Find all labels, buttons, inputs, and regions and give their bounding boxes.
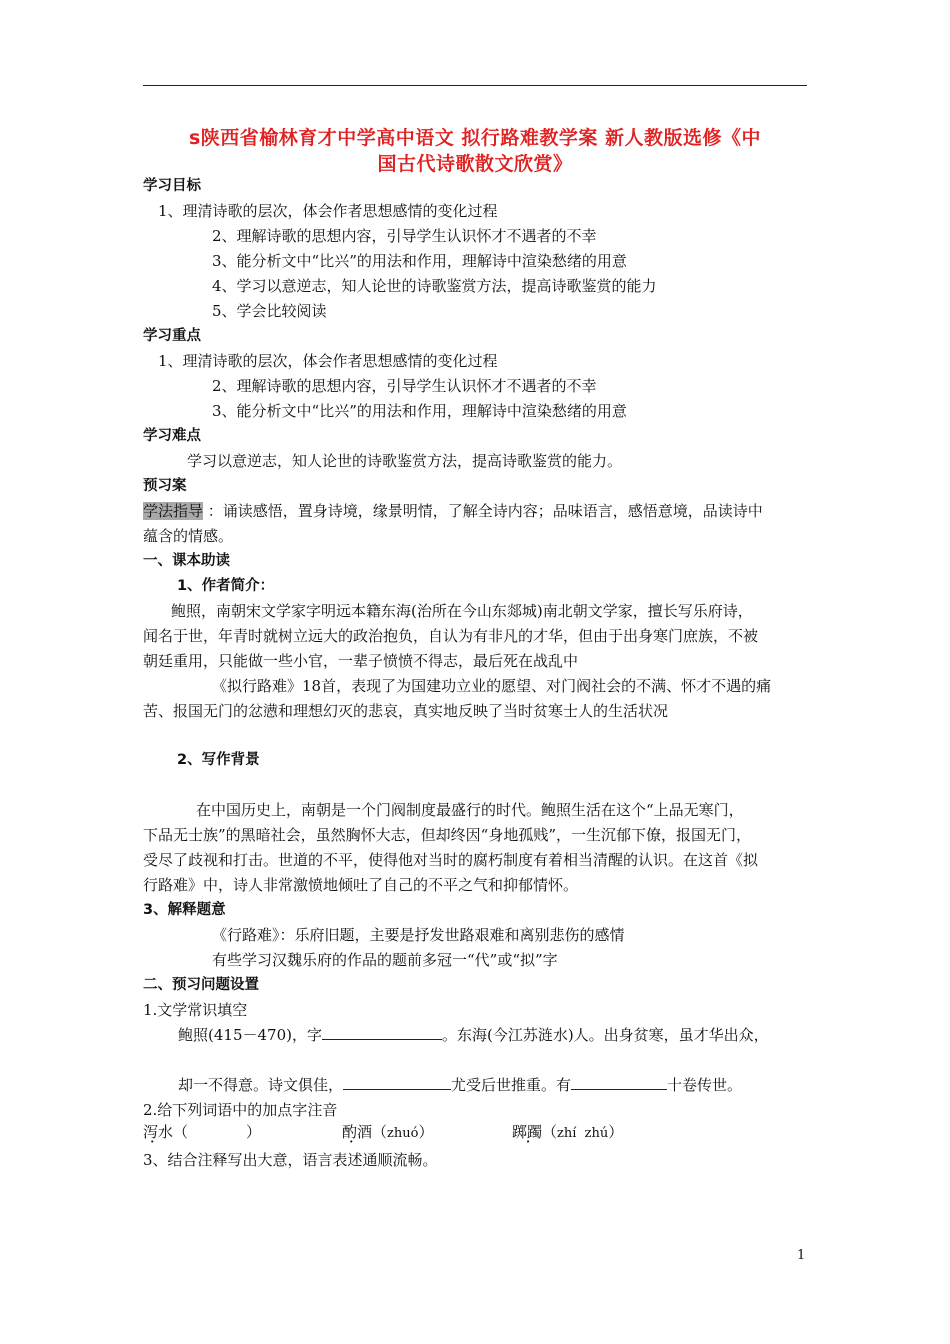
paren-open: （	[173, 1123, 189, 1141]
background-line: 下品无士族”的黑暗社会，虽然胸怀大志，但却终因“身地孤贱”，一生沉郁下僚，报国无门，	[143, 826, 752, 844]
answer-blank[interactable]	[571, 1075, 667, 1090]
goal-item: 3、能分析文中“比兴”的用法和作用，理解诗中渲染愁绪的用意	[212, 252, 627, 270]
goal-item: 4、学习以意逆志，知人论世的诗歌鉴赏方法，提高诗歌鉴赏的能力	[212, 277, 657, 295]
title-explain-line: 《行路难》：乐府旧题，主要是抒发世路艰难和离别悲伤的感情	[212, 926, 625, 944]
paren-open: （	[542, 1123, 558, 1141]
title-line-2: 国古代诗歌散文欣赏》	[377, 153, 573, 175]
background-line: 受尽了歧视和打击。世道的不平，使得他对当时的腐朽制度有着相当清醒的认识。在这首《拟	[143, 851, 759, 869]
question-3: 3、结合注释写出大意，语言表述通顺流畅。	[143, 1151, 438, 1169]
paren-close: ）	[246, 1123, 262, 1141]
focus-item: 2、理解诗歌的思想内容，引导学生认识怀才不遇者的不幸	[212, 377, 597, 395]
document-title	[140, 125, 810, 177]
difficulty-text: 学习以意逆志，知人论世的诗歌鉴赏方法，提高诗歌鉴赏的能力。	[187, 452, 623, 470]
pinyin-item	[342, 1122, 433, 1144]
background-line: 在中国历史上，南朝是一个门阀制度最盛行的时代。鲍照生活在这个“上品无寒门，	[196, 801, 744, 819]
method-label: 学法指导	[143, 502, 204, 520]
paren-open: （	[372, 1123, 388, 1141]
work-line: 《拟行路难》18首，表现了为国建功立业的愿望、对门阀社会的不满、怀才不遇的痛	[212, 677, 772, 695]
dotted-char: 泻	[143, 1123, 159, 1141]
q1-text-d: 尤受后世推重。有	[451, 1076, 572, 1094]
title-explain-heading: 3、解释题意	[143, 902, 226, 918]
pinyin-item	[512, 1122, 623, 1144]
method-text: ：诵读感悟，置身诗境，缘景明情，了解全诗内容；品味语言，感悟意境，品读诗中	[207, 502, 763, 520]
work-line: 苦、报国无门的忿懑和理想幻灭的悲哀，真实地反映了当时贫寒士人的生活状况	[143, 702, 669, 720]
author-line: 鲍照，南朝宋文学家字明远本籍东海(治所在今山东郯城)南北朝文学家，擅长写乐府诗，	[171, 602, 753, 620]
word-rest: 水	[158, 1123, 174, 1141]
title-line-1: s陕西省榆林育才中学高中语文 拟行路难教学案 新人教版选修《中	[188, 127, 762, 149]
paren-close: ）	[418, 1123, 434, 1141]
goals-heading: 学习目标	[143, 178, 201, 194]
q1-text-b: 。东海(今江苏涟水)人。出身贫寒，虽才华出众，	[441, 1026, 769, 1044]
difficulty-heading: 学习难点	[143, 428, 201, 444]
word-rest: 酒	[357, 1123, 373, 1141]
answer-blank[interactable]	[322, 1025, 442, 1040]
paren-close: ）	[608, 1123, 624, 1141]
pinyin-answer: zhuó	[387, 1126, 419, 1141]
header-rule	[143, 85, 807, 86]
author-line: 朝廷重用，只能做一些小官，一辈子愤愤不得志，最后死在战乱中	[143, 652, 579, 670]
goal-item: 1、理清诗歌的层次，体会作者思想感情的变化过程	[158, 202, 498, 220]
goal-item: 2、理解诗歌的思想内容，引导学生认识怀才不遇者的不幸	[212, 227, 597, 245]
title-explain-line: 有些学习汉魏乐府的作品的题前多冠一“代”或“拟”字	[212, 951, 558, 969]
dotted-char: 踯躅	[512, 1123, 543, 1141]
author-heading: 1、作者简介：	[177, 578, 275, 594]
author-line: 闻名于世，年青时就树立远大的政治抱负，自认为有非凡的才华，但由于出身寒门庶族，不被	[143, 627, 759, 645]
preview-heading: 预习案	[143, 478, 187, 494]
question-1: 1.文学常识填空	[143, 1001, 248, 1019]
method-line	[143, 501, 763, 521]
focus-heading: 学习重点	[143, 328, 201, 344]
question-1-line-2	[178, 1075, 742, 1095]
q1-text-a: 鲍照(415－470)，字	[178, 1026, 322, 1044]
section2-heading: 二、预习问题设置	[143, 977, 259, 993]
method-line-2: 蕴含的情感。	[143, 527, 234, 545]
q1-text-c: 却一不得意。诗文俱佳，	[178, 1076, 344, 1094]
pinyin-item	[143, 1122, 261, 1142]
goal-item: 5、学会比较阅读	[212, 302, 327, 320]
section1-heading: 一、课本助读	[143, 553, 230, 569]
dotted-char: 酌	[342, 1123, 358, 1141]
q1-text-e: 十卷传世。	[667, 1076, 743, 1094]
background-line: 行路难》中，诗人非常激愤地倾吐了自己的不平之气和抑郁情怀。	[143, 876, 579, 894]
question-2: 2.给下列词语中的加点字注音	[143, 1101, 338, 1119]
question-1-line-1	[178, 1025, 769, 1045]
background-heading: 2、写作背景	[177, 752, 260, 768]
pinyin-answer: zhí zhú	[557, 1126, 609, 1141]
page-number: 1	[797, 1248, 806, 1263]
answer-blank[interactable]	[343, 1075, 451, 1090]
focus-item: 3、能分析文中“比兴”的用法和作用，理解诗中渲染愁绪的用意	[212, 402, 627, 420]
focus-item: 1、理清诗歌的层次，体会作者思想感情的变化过程	[158, 352, 498, 370]
